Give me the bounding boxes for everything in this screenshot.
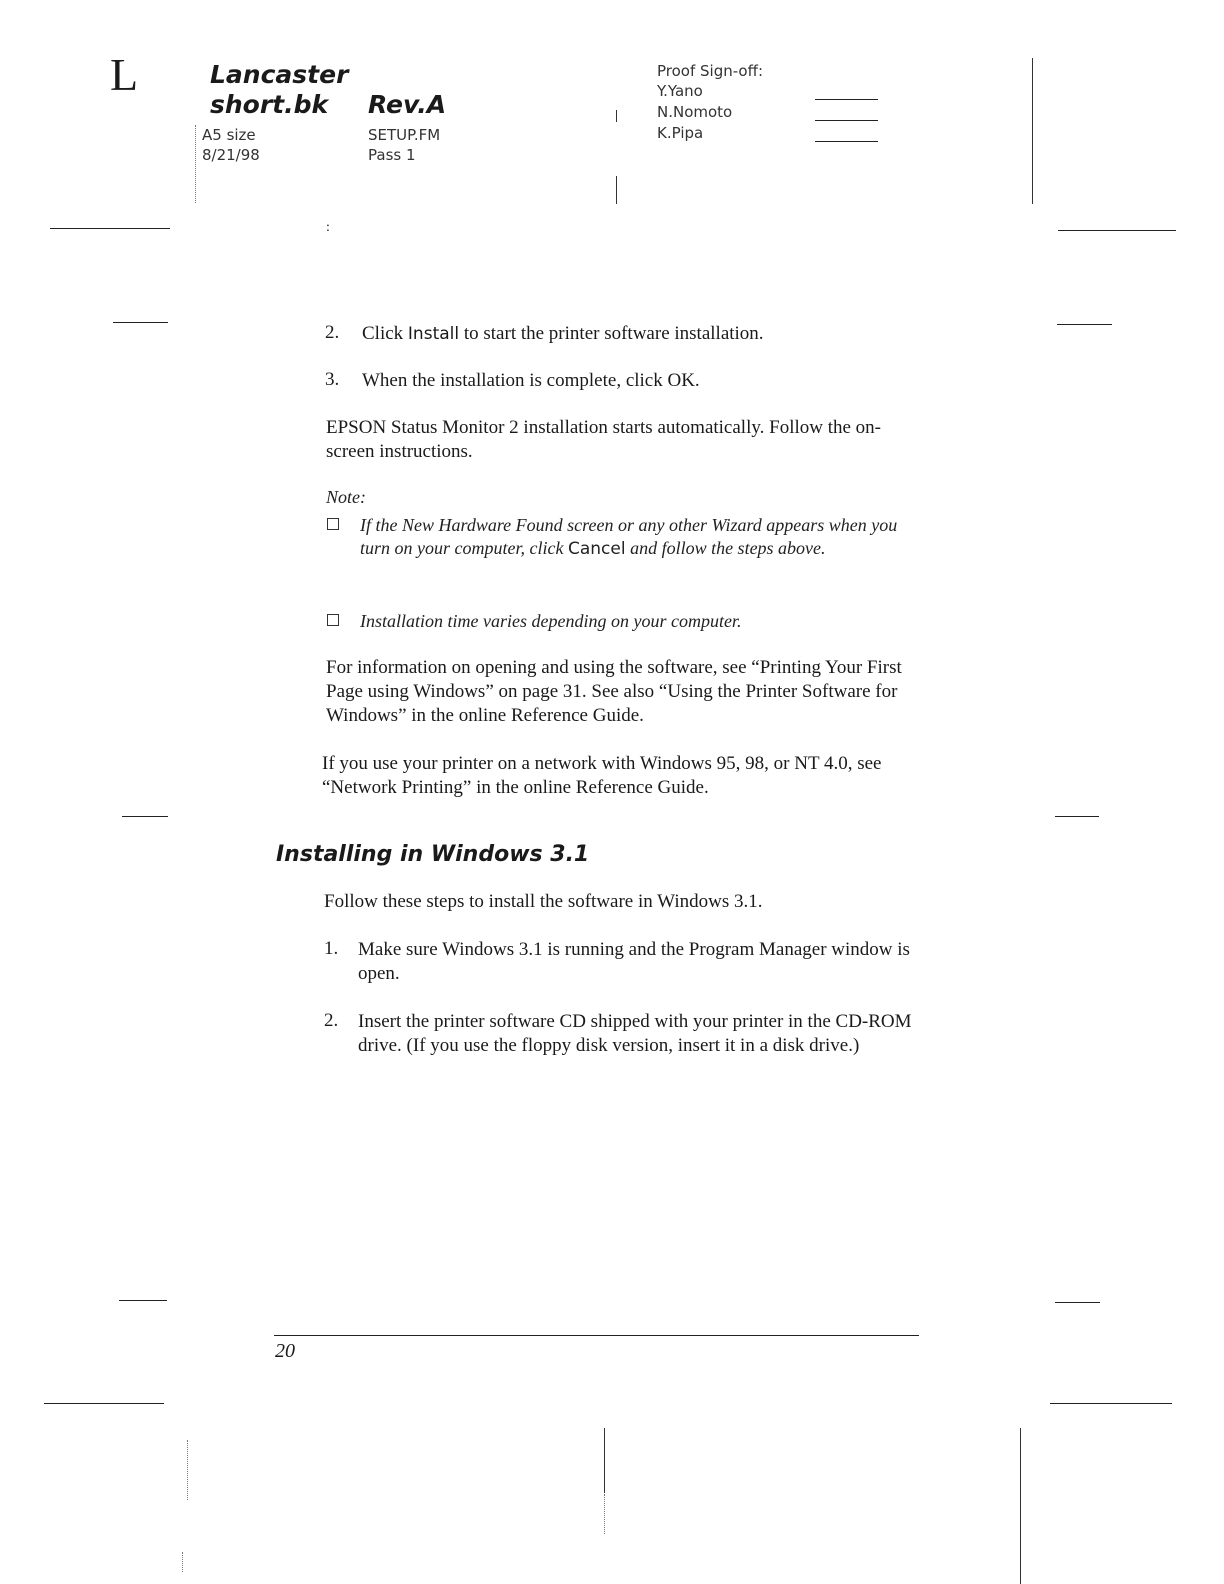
book-title-line1: Lancaster bbox=[210, 60, 349, 89]
proof-name: N.Nomoto bbox=[657, 103, 733, 121]
step-install bbox=[362, 322, 922, 346]
w31-step: Make sure Windows 3.1 is running and the Program Manager window is open. bbox=[358, 939, 910, 984]
crop-mark bbox=[1055, 1302, 1100, 1303]
note-item: Installation time varies depending on your computer. bbox=[360, 611, 742, 631]
crop-mark bbox=[122, 816, 168, 817]
page-number: 20 bbox=[275, 1340, 295, 1362]
signoff-line bbox=[815, 141, 878, 142]
network-paragraph: If you use your printer on a network with Windows 95, 98, or NT 4.0, see “Network Printing” in the online Reference Guide. bbox=[322, 753, 882, 798]
step-complete: When the installation is complete, click OK. bbox=[362, 370, 700, 391]
proof-name: Y.Yano bbox=[657, 82, 703, 100]
step-text: Click bbox=[362, 323, 408, 344]
crop-mark bbox=[1057, 324, 1112, 325]
step-number: 3. bbox=[325, 369, 340, 390]
bottom-dotted-rule bbox=[604, 1494, 605, 1534]
footer-rule bbox=[274, 1335, 919, 1336]
cancel-ui-label: Cancel bbox=[567, 539, 626, 559]
status-monitor-paragraph: EPSON Status Monitor 2 installation starts automatically. Follow the on-screen instructions. bbox=[326, 417, 882, 462]
header-dotted-rule bbox=[195, 125, 196, 203]
crop-mark bbox=[1050, 1403, 1172, 1404]
note-label: Note: bbox=[326, 487, 366, 507]
bottom-dotted-rule bbox=[187, 1440, 188, 1500]
note-text: and follow the steps above. bbox=[625, 538, 826, 558]
step-number: 1. bbox=[324, 938, 339, 959]
crop-mark bbox=[50, 228, 170, 229]
info-paragraph: For information on opening and using the software, see “Printing Your First Page using Windows” on page 31. See also “Using the Printer Software for Windows” in the online Reference Guide. bbox=[326, 657, 902, 726]
bottom-right-rule bbox=[1020, 1428, 1021, 1584]
date-label: 8/21/98 bbox=[202, 146, 260, 164]
book-title-line2: short.bk bbox=[210, 90, 329, 119]
w31-step: Insert the printer software CD shipped with your printer in the CD-ROM drive. (If you use the floppy disk version, insert it in a disk drive.) bbox=[358, 1011, 912, 1056]
file-name-label: SETUP.FM bbox=[368, 126, 441, 144]
signoff-line bbox=[815, 120, 878, 121]
header-tick bbox=[616, 110, 617, 122]
revision-label: Rev.A bbox=[368, 90, 447, 119]
crop-mark bbox=[1055, 816, 1099, 817]
step-number: 2. bbox=[324, 1010, 339, 1031]
bottom-rule bbox=[604, 1428, 605, 1493]
page-size-label: A5 size bbox=[202, 126, 256, 144]
note-item bbox=[360, 514, 925, 561]
step-number: 2. bbox=[325, 322, 340, 343]
stray-mark: : bbox=[326, 220, 330, 235]
header-right-rule bbox=[1032, 58, 1033, 204]
pass-label: Pass 1 bbox=[368, 146, 416, 164]
bottom-dotted-rule bbox=[182, 1552, 183, 1572]
crop-mark bbox=[1058, 230, 1176, 231]
crop-mark bbox=[119, 1300, 167, 1301]
header-tick bbox=[616, 176, 617, 204]
proof-signoff-title: Proof Sign-off: bbox=[657, 62, 763, 80]
proof-name: K.Pipa bbox=[657, 124, 704, 142]
signoff-line bbox=[815, 99, 878, 100]
bullet-box-icon bbox=[327, 518, 339, 530]
note-text: If the New Hardware Found screen or any other Wizard appears when you turn on your computer, click bbox=[360, 515, 898, 558]
chapter-marker: L bbox=[110, 49, 139, 100]
crop-mark bbox=[44, 1403, 164, 1404]
bullet-box-icon bbox=[327, 614, 339, 626]
crop-mark bbox=[113, 322, 168, 323]
section-heading: Installing in Windows 3.1 bbox=[276, 842, 590, 867]
install-ui-label: Install bbox=[407, 324, 460, 344]
step-text: to start the printer software installation. bbox=[459, 323, 764, 344]
follow-paragraph: Follow these steps to install the software in Windows 3.1. bbox=[324, 891, 763, 912]
